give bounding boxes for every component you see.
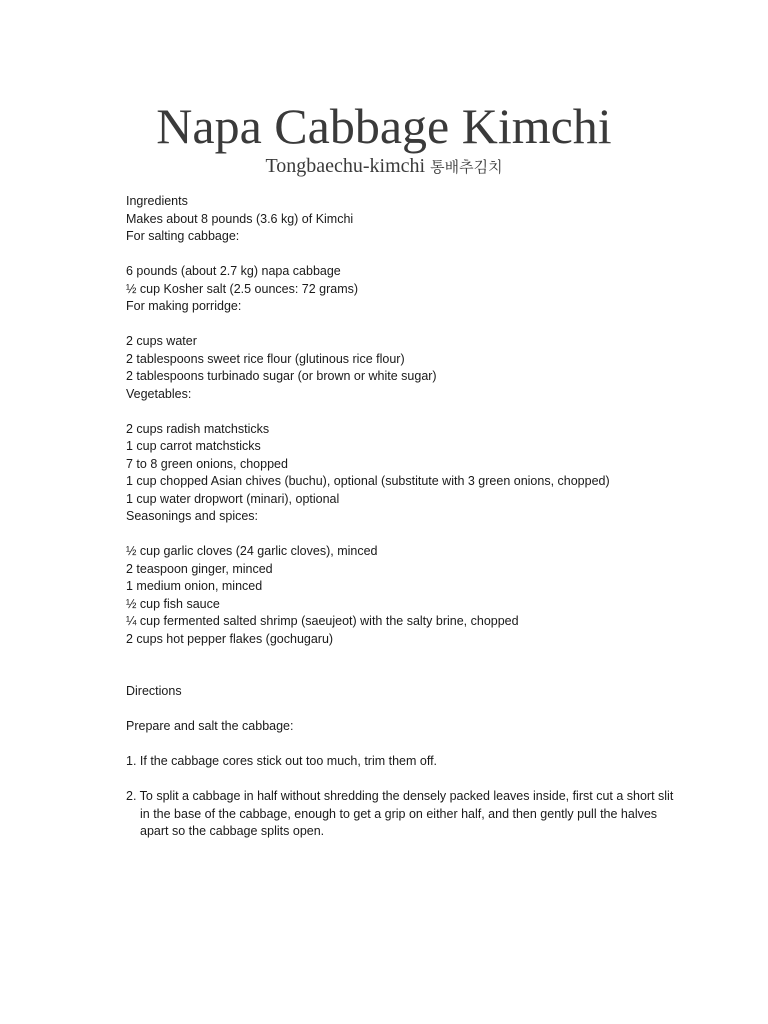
subtitle-korean: 통배추김치 [430, 158, 503, 176]
page-subtitle [0, 152, 768, 181]
vegetables-label: Vegetables: [126, 386, 192, 401]
page-title: Napa Cabbage Kimchi [156, 98, 612, 154]
subtitle-romanized: Tongbaechu-kimchi [265, 155, 426, 177]
direction-step: 2. To split a cabbage in half without shredding the densely packed leaves inside, first cut a short slit in the base of the cabbage, enough to get a grip on either half, and then gently pull the halves apart so the cabbage splits open. [126, 789, 674, 838]
list-item: 2 cups radish matchsticks [126, 421, 270, 436]
directions-section-label: Prepare and salt the cabbage: [126, 719, 294, 733]
directions-heading: Directions [126, 684, 182, 698]
yield-text: Makes about 8 pounds (3.6 kg) of Kimchi [126, 211, 354, 226]
list-item: 2 cups water [126, 334, 197, 348]
seasonings-label: Seasonings and spices: [126, 509, 259, 523]
list-item: 2 tablespoons turbinado sugar (or brown or white sugar) [126, 369, 437, 383]
direction-step: 1. If the cabbage cores stick out too much, trim them off. [126, 754, 438, 768]
list-item: 2 cups hot pepper flakes (gochugaru) [126, 631, 334, 646]
list-item: 7 to 8 green onions, chopped [126, 456, 288, 471]
list-item: ½ cup garlic cloves (24 garlic cloves), minced [126, 544, 378, 558]
list-item: 1 cup chopped Asian chives (buchu), optional (substitute with 3 green onions, chopped) [126, 474, 610, 488]
list-item: 2 tablespoons sweet rice flour (glutinous rice flour) [126, 351, 405, 366]
recipe-body [126, 193, 686, 841]
list-item: ¼ cup fermented salted shrimp (saeujeot) with the salty brine, chopped [126, 614, 519, 628]
list-item: ½ cup fish sauce [126, 596, 220, 611]
list-item: 6 pounds (about 2.7 kg) napa cabbage [126, 264, 341, 278]
list-item: 1 medium onion, minced [126, 579, 263, 593]
list-item: ½ cup Kosher salt (2.5 ounces: 72 grams) [126, 281, 359, 296]
list-item: 1 cup water dropwort (minari), optional [126, 491, 340, 506]
ingredients-heading: Ingredients [126, 194, 188, 208]
salting-label: For salting cabbage: [126, 229, 240, 243]
list-item: 2 teaspoon ginger, minced [126, 561, 273, 576]
list-item: 1 cup carrot matchsticks [126, 439, 261, 453]
porridge-label: For making porridge: [126, 299, 242, 313]
